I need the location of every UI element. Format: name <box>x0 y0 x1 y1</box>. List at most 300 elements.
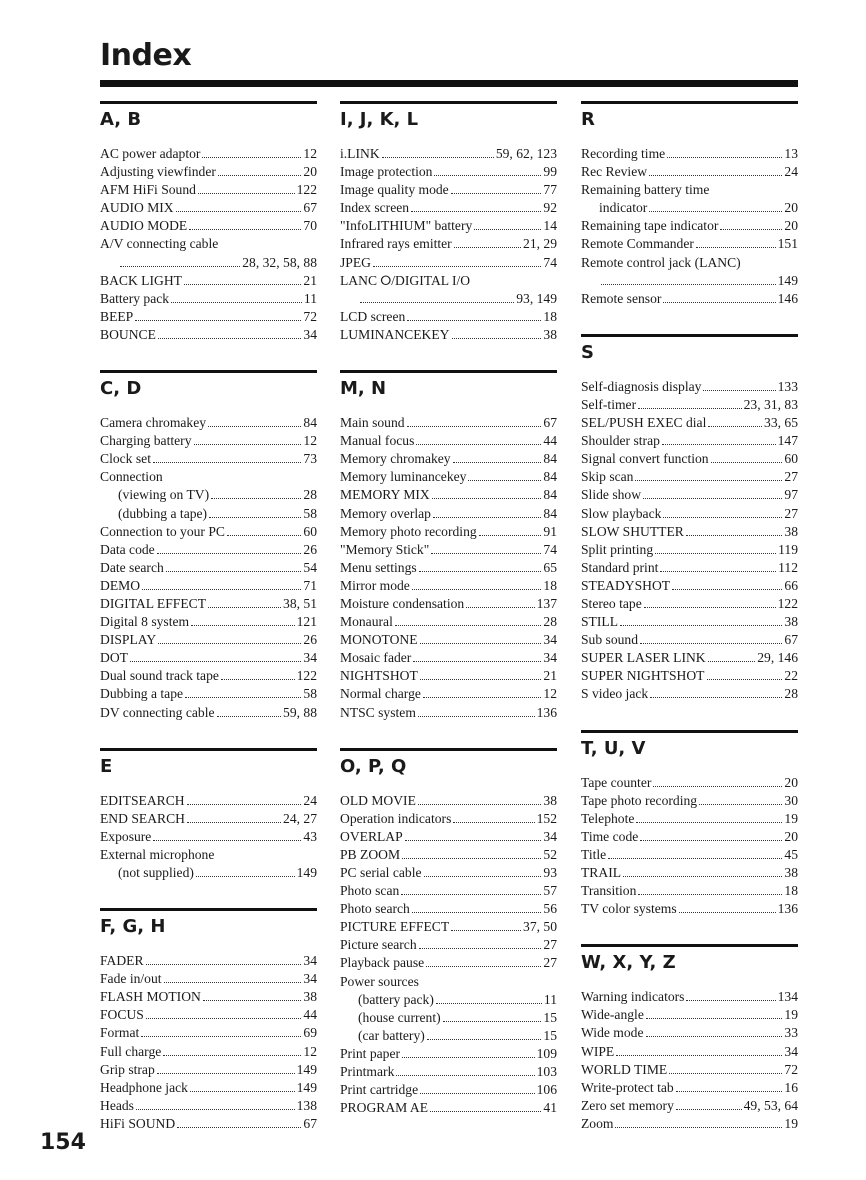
entry-page: 60 <box>303 523 317 539</box>
index-entry <box>581 468 798 486</box>
entry-page: 119 <box>778 541 798 557</box>
index-entry <box>581 290 798 308</box>
entry-label: Print cartridge <box>340 1082 419 1098</box>
entry-page: 38 <box>784 865 798 880</box>
entry-label: TV color systems <box>581 901 677 917</box>
index-entry <box>581 414 798 432</box>
dot-leader <box>636 822 782 823</box>
index-entry <box>100 649 317 667</box>
index-entry <box>340 595 557 613</box>
entry-page: 97 <box>784 487 798 503</box>
entry-page: 33, 65 <box>764 415 798 431</box>
entry-label: Main sound <box>340 415 405 431</box>
index-entry <box>581 396 798 414</box>
index-section <box>581 334 798 704</box>
dot-leader <box>420 643 542 644</box>
entry-label: Menu settings <box>340 559 417 575</box>
index-entry <box>340 1099 557 1117</box>
entry-page: 20 <box>784 828 798 844</box>
index-entry <box>340 1045 557 1063</box>
entry-page: 106 <box>536 1082 557 1098</box>
entry-label: LANC ⭘/DIGITAL I/O <box>340 272 471 288</box>
entry-page: 69 <box>303 1025 317 1041</box>
index-entry <box>581 1097 798 1115</box>
dot-leader <box>208 426 301 427</box>
entry-label: Self-diagnosis display <box>581 378 702 394</box>
dot-leader <box>221 679 295 680</box>
entry-page: 18 <box>543 308 557 324</box>
dot-leader <box>640 840 782 841</box>
entry-page: 93 <box>543 865 557 880</box>
entry-page: 37, 50 <box>523 919 557 935</box>
entry-page: 99 <box>543 164 557 180</box>
entry-page: 54 <box>303 559 317 575</box>
index-entry <box>581 810 798 828</box>
index-entry <box>340 450 557 468</box>
entry-label: SLOW SHUTTER <box>581 523 684 539</box>
dot-leader <box>153 840 301 841</box>
entry-page: 34 <box>303 971 317 987</box>
entry-page: 38 <box>543 326 557 342</box>
index-section <box>340 370 557 722</box>
dot-leader <box>198 193 295 194</box>
section-rule <box>340 370 557 373</box>
index-entry <box>100 685 317 703</box>
entry-page: 92 <box>543 200 557 216</box>
index-entry <box>340 936 557 954</box>
dot-leader <box>643 498 782 499</box>
index-entry <box>581 685 798 703</box>
entry-page: 134 <box>777 989 798 1005</box>
index-entry <box>581 217 798 235</box>
dot-leader <box>468 480 541 481</box>
index-entry <box>340 235 557 253</box>
section-heading: C, D <box>100 378 142 400</box>
index-entry <box>100 486 317 504</box>
section-rule <box>100 908 317 911</box>
dot-leader <box>203 1000 302 1001</box>
entry-page: 28 <box>543 614 557 630</box>
entry-label: Tape photo recording <box>581 792 698 808</box>
dot-leader <box>396 1075 534 1076</box>
index-entry <box>340 667 557 685</box>
entry-label: Photo scan <box>340 883 400 899</box>
entry-page: 34 <box>303 326 317 342</box>
section-rule <box>100 101 317 104</box>
index-entry <box>340 864 557 882</box>
dot-leader <box>663 302 775 303</box>
entry-page: 74 <box>543 541 557 557</box>
index-entry <box>581 577 798 595</box>
entry-label: PC serial cable <box>340 865 422 880</box>
entry-label: Memory luminancekey <box>340 469 467 485</box>
index-entry <box>581 1061 798 1079</box>
entry-label: DOT <box>100 650 128 666</box>
index-entry <box>100 505 317 523</box>
entry-page: 20 <box>784 200 798 216</box>
entry-page: 65 <box>543 559 557 575</box>
entry-label: i.LINK <box>340 146 380 161</box>
index-entry <box>581 1006 798 1024</box>
entry-label: Wide-angle <box>581 1007 644 1023</box>
entry-label: AUDIO MIX <box>100 200 174 216</box>
entry-page: 20 <box>784 218 798 234</box>
index-entry <box>340 254 557 272</box>
entry-page: 19 <box>784 1115 798 1131</box>
dot-leader <box>158 338 302 339</box>
entry-page: 77 <box>543 182 557 198</box>
dot-leader <box>667 157 782 158</box>
entry-label: Zoom <box>581 1115 614 1131</box>
entry-list <box>581 378 798 704</box>
dot-leader <box>638 894 782 895</box>
index-entry <box>100 272 317 290</box>
entry-label: Infrared rays emitter <box>340 236 452 252</box>
index-entry <box>581 235 798 253</box>
entry-page: 136 <box>536 704 557 720</box>
entry-label: NTSC system <box>340 704 416 720</box>
entry-page: 103 <box>536 1064 557 1080</box>
index-entry <box>340 792 557 810</box>
index-entry <box>100 308 317 326</box>
entry-label: Image quality mode <box>340 182 449 198</box>
index-entry <box>340 900 557 918</box>
index-entry <box>340 1009 557 1027</box>
entry-list <box>100 414 317 722</box>
entry-label: (battery pack) <box>358 991 434 1007</box>
entry-label: Signal convert function <box>581 451 709 467</box>
entry-label: Normal charge <box>340 686 421 702</box>
dot-leader <box>696 247 776 248</box>
dot-leader <box>669 1073 782 1074</box>
section-heading: F, G, H <box>100 916 166 938</box>
section-heading: T, U, V <box>581 737 646 759</box>
entry-list <box>581 774 798 919</box>
entry-label: Sub sound <box>581 632 639 648</box>
entry-label: DISPLAY <box>100 632 157 648</box>
entry-label: Image protection <box>340 164 433 180</box>
entry-page: 19 <box>784 810 798 826</box>
index-entry <box>581 181 798 199</box>
dot-leader <box>184 284 301 285</box>
entry-page: 14 <box>543 218 557 234</box>
entry-page: 26 <box>303 541 317 557</box>
index-entry <box>340 414 557 432</box>
entry-label: Exposure <box>100 828 152 844</box>
index-entry <box>100 235 317 253</box>
entry-page: 24 <box>784 164 798 180</box>
entry-page: 149 <box>296 865 317 880</box>
index-entry <box>581 631 798 649</box>
dot-leader <box>419 571 542 572</box>
index-entry <box>100 559 317 577</box>
dot-leader <box>436 1003 542 1004</box>
index-section <box>100 101 317 344</box>
entry-label: Self-timer <box>581 396 637 412</box>
entry-page: 27 <box>784 469 798 485</box>
entry-label: AFM HiFi Sound <box>100 182 196 198</box>
index-entry <box>100 432 317 450</box>
entry-label: Mirror mode <box>340 577 410 593</box>
entry-page: 59, 62, 123 <box>495 146 557 161</box>
entry-page: 27 <box>784 505 798 521</box>
dot-leader <box>608 858 782 859</box>
index-section <box>100 748 317 882</box>
entry-label: STEADYSHOT <box>581 577 671 593</box>
dot-leader <box>166 571 302 572</box>
dot-leader <box>466 607 534 608</box>
index-entry <box>340 308 557 326</box>
index-entry <box>340 326 557 344</box>
section-heading: M, N <box>340 378 387 400</box>
entry-page: 15 <box>543 1027 557 1043</box>
entry-label: Wide mode <box>581 1025 644 1041</box>
entry-page: 34 <box>784 1043 798 1059</box>
section-heading: W, X, Y, Z <box>581 952 676 974</box>
entry-label: Split printing <box>581 541 654 557</box>
entry-page: 152 <box>536 810 557 826</box>
index-entry <box>581 254 798 272</box>
entry-page: 67 <box>303 200 317 216</box>
index-entry <box>340 559 557 577</box>
entry-page: 28, 32, 58, 88 <box>242 254 317 270</box>
index-entry <box>100 217 317 235</box>
index-entry <box>100 792 317 810</box>
entry-page: 121 <box>296 614 317 630</box>
index-entry <box>100 450 317 468</box>
entry-page: 38 <box>784 614 798 630</box>
entry-label: Warning indicators <box>581 989 685 1005</box>
index-entry <box>100 254 317 272</box>
dot-leader <box>646 1036 783 1037</box>
entry-page: 112 <box>778 559 798 575</box>
entry-page: 12 <box>303 1043 317 1059</box>
dot-leader <box>187 804 302 805</box>
dot-leader <box>136 1109 295 1110</box>
dot-leader <box>432 498 542 499</box>
dot-leader <box>416 444 541 445</box>
entry-label: FADER <box>100 953 144 969</box>
index-entry <box>340 828 557 846</box>
index-entry <box>340 523 557 541</box>
entry-page: 71 <box>303 577 317 593</box>
entry-list <box>340 792 557 1118</box>
index-entry <box>581 667 798 685</box>
dot-leader <box>209 517 301 518</box>
entry-page: 44 <box>303 1007 317 1023</box>
section-rule <box>581 730 798 733</box>
dot-leader <box>650 697 782 698</box>
dot-leader <box>202 157 301 158</box>
entry-page: 133 <box>777 378 798 394</box>
dot-leader <box>382 157 494 158</box>
entry-label: Shoulder strap <box>581 433 660 449</box>
dot-leader <box>479 535 542 536</box>
dot-leader <box>411 211 541 212</box>
dot-leader <box>615 1127 782 1128</box>
index-entry <box>581 378 798 396</box>
dot-leader <box>708 426 762 427</box>
dot-leader <box>707 679 783 680</box>
dot-leader <box>402 1057 535 1058</box>
entry-label: BEEP <box>100 308 134 324</box>
entry-label: Memory photo recording <box>340 523 477 539</box>
index-entry <box>581 272 798 290</box>
dot-leader <box>616 1055 782 1056</box>
index-entry <box>340 468 557 486</box>
entry-page: 11 <box>543 991 557 1007</box>
index-entry <box>340 163 557 181</box>
entry-page: 58 <box>303 686 317 702</box>
entry-page: 56 <box>543 901 557 917</box>
entry-page: 70 <box>303 218 317 234</box>
dot-leader <box>395 625 542 626</box>
dot-leader <box>430 1111 541 1112</box>
entry-label: Title <box>581 846 607 862</box>
index-entry <box>340 145 557 163</box>
entry-label: Fade in/out <box>100 971 162 987</box>
entry-label: Charging battery <box>100 433 192 449</box>
index-entry <box>340 954 557 972</box>
entry-page: 151 <box>777 236 798 252</box>
index-entry <box>340 1063 557 1081</box>
dot-leader <box>218 175 302 176</box>
index-entry <box>581 1115 798 1133</box>
entry-label: STILL <box>581 614 618 630</box>
entry-page: 28 <box>303 487 317 503</box>
index-entry <box>581 649 798 667</box>
index-entry <box>581 828 798 846</box>
entry-label: indicator <box>599 200 648 216</box>
dot-leader <box>402 858 541 859</box>
index-entry <box>100 970 317 988</box>
index-entry <box>340 199 557 217</box>
entry-page: 67 <box>543 415 557 431</box>
index-entry <box>100 541 317 559</box>
dot-leader <box>640 643 782 644</box>
dot-leader <box>434 175 541 176</box>
entry-page: 122 <box>777 595 798 611</box>
dot-leader <box>171 302 302 303</box>
entry-page: 84 <box>543 505 557 521</box>
dot-leader <box>413 661 541 662</box>
entry-label: S video jack <box>581 686 649 702</box>
entry-page: 13 <box>784 146 798 161</box>
index-entry <box>581 1079 798 1097</box>
dot-leader <box>163 1055 301 1056</box>
index-entry <box>340 649 557 667</box>
entry-page: 149 <box>296 1061 317 1077</box>
entry-label: LUMINANCEKEY <box>340 326 450 342</box>
index-entry <box>340 685 557 703</box>
index-entry <box>581 595 798 613</box>
dot-leader <box>424 876 542 877</box>
dot-leader <box>699 804 782 805</box>
entry-label: Digital 8 system <box>100 614 190 630</box>
entry-label: (house current) <box>358 1009 441 1025</box>
entry-label: (viewing on TV) <box>118 487 210 503</box>
dot-leader <box>189 229 301 230</box>
entry-list <box>100 952 317 1133</box>
entry-page: 74 <box>543 254 557 270</box>
entry-page: 67 <box>303 1115 317 1131</box>
index-entry <box>340 486 557 504</box>
index-entry <box>100 577 317 595</box>
entry-label: A/V connecting cable <box>100 236 219 252</box>
index-entry <box>100 810 317 828</box>
index-entry <box>581 145 798 163</box>
entry-page: 66 <box>784 577 798 593</box>
index-entry <box>100 828 317 846</box>
entry-page: 38, 51 <box>283 595 317 611</box>
dot-leader <box>433 517 541 518</box>
entry-label: Monaural <box>340 614 393 630</box>
entry-page: 19 <box>784 1007 798 1023</box>
dot-leader <box>420 1093 534 1094</box>
section-heading: O, P, Q <box>340 755 407 777</box>
dot-leader <box>194 444 302 445</box>
entry-label: Connection <box>100 469 163 485</box>
entry-page: 21 <box>543 668 557 684</box>
dot-leader <box>130 661 301 662</box>
entry-label: Playback pause <box>340 955 425 971</box>
dot-leader <box>164 982 302 983</box>
index-entry <box>340 290 557 308</box>
entry-label: Zero set memory <box>581 1097 674 1113</box>
index-entry <box>100 1097 317 1115</box>
entry-list <box>581 145 798 308</box>
entry-label: "InfoLITHIUM" battery <box>340 218 473 234</box>
index-entry <box>100 864 317 882</box>
entry-page: 30 <box>784 792 798 808</box>
section-rule <box>100 748 317 751</box>
entry-label: Memory chromakey <box>340 451 451 467</box>
entry-label: Slide show <box>581 487 642 503</box>
entry-label: Remaining battery time <box>581 182 710 198</box>
dot-leader <box>662 444 776 445</box>
dot-leader <box>649 211 782 212</box>
index-entry <box>100 163 317 181</box>
index-entry <box>340 541 557 559</box>
dot-leader <box>158 643 301 644</box>
entry-page: 84 <box>543 469 557 485</box>
entry-label: Mosaic fader <box>340 650 412 666</box>
index-entry <box>581 774 798 792</box>
entry-label: Write-protect tab <box>581 1079 674 1095</box>
dot-leader <box>211 498 301 499</box>
entry-page: 34 <box>543 828 557 844</box>
index-entry <box>581 199 798 217</box>
dot-leader <box>679 912 776 913</box>
entry-label: (not supplied) <box>118 865 194 880</box>
dot-leader <box>412 912 542 913</box>
index-entry <box>100 181 317 199</box>
dot-leader <box>360 302 514 303</box>
entry-label: Grip strap <box>100 1061 155 1077</box>
index-entry <box>100 326 317 344</box>
entry-label: Format <box>100 1025 140 1041</box>
index-section <box>581 944 798 1133</box>
index-entry <box>100 1115 317 1133</box>
index-entry <box>100 613 317 631</box>
entry-label: AUDIO MODE <box>100 218 188 234</box>
dot-leader <box>185 697 301 698</box>
index-entry <box>100 1079 317 1097</box>
page-title: Index <box>100 38 192 73</box>
entry-page: 22 <box>784 668 798 684</box>
index-section <box>340 748 557 1118</box>
entry-label: Rec Review <box>581 164 648 180</box>
